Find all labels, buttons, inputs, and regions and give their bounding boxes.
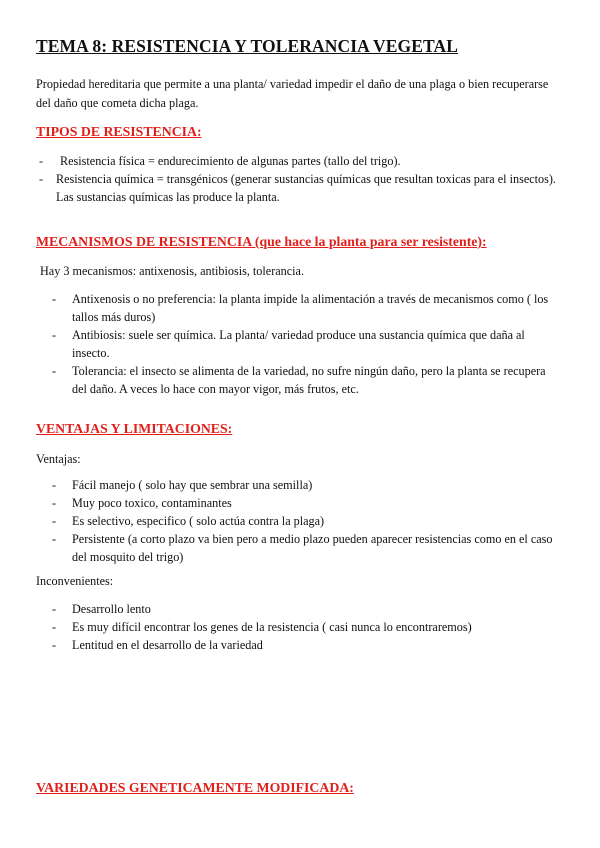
bullet-dash: - <box>52 602 57 616</box>
list-item <box>52 512 560 530</box>
list-item <box>52 636 560 654</box>
intro-paragraph: Propiedad hereditaria que permite a una planta/ variedad impedir el daño de una plaga o bien recuperarse del daño que cometa dicha plaga. <box>36 77 549 110</box>
bullet-dash: - <box>52 638 57 652</box>
ventajas-label: Ventajas: <box>36 452 81 466</box>
list-item <box>36 152 556 170</box>
bullet-dash: - <box>52 292 57 306</box>
bullet-dash: - <box>52 478 57 492</box>
list-item <box>52 618 560 636</box>
list-item-text: Es selectivo, especifico ( solo actúa contra la plaga) <box>72 514 325 528</box>
list-item-text: Es muy difícil encontrar los genes de la resistencia ( casi nunca lo encontraremos) <box>72 620 472 634</box>
ventajas-list <box>52 476 560 566</box>
bullet-dash: - <box>52 364 57 378</box>
list-item <box>36 170 556 206</box>
bullet-dash: - <box>52 328 57 342</box>
mecanismos-intro: Hay 3 mecanismos: antixenosis, antibiosis, tolerancia. <box>40 264 305 278</box>
section-heading-mecanismos: MECANISMOS DE RESISTENCIA (que hace la planta para ser resistente): <box>36 234 487 249</box>
section-heading-variedades: VARIEDADES GENETICAMENTE MODIFICADA: <box>36 780 354 795</box>
bullet-dash: - <box>52 496 57 510</box>
mecanismos-list <box>52 290 560 398</box>
bullet-dash: - <box>52 620 57 634</box>
list-item <box>52 494 560 512</box>
list-item-text: Resistencia química = transgénicos (generar sustancias químicas que resultan toxicas para el insectos). Las sustancias químicas las produce la planta. <box>56 172 556 204</box>
bullet-dash: - <box>39 172 44 186</box>
list-item-text: Muy poco toxico, contaminantes <box>72 496 232 510</box>
list-item <box>52 476 560 494</box>
inconvenientes-list <box>52 600 560 654</box>
list-item-text: Persistente (a corto plazo va bien pero a medio plazo pueden aparecer resistencias como en el caso del mosquito del trigo) <box>72 532 553 564</box>
bullet-dash: - <box>52 514 57 528</box>
list-item <box>52 290 560 326</box>
list-item-text: Antixenosis o no preferencia: la planta impide la alimentación a través de mecanismos como ( los tallos más duros) <box>72 292 549 324</box>
page-title: TEMA 8: RESISTENCIA Y TOLERANCIA VEGETAL <box>36 36 459 56</box>
bullet-dash: - <box>52 532 57 546</box>
tipos-list <box>36 152 556 206</box>
list-item-text: Tolerancia: el insecto se alimenta de la variedad, no sufre ningún daño, pero la planta se recupera del daño. A veces lo hace con mayor vigor, más frutos, etc. <box>72 364 546 396</box>
inconvenientes-label: Inconvenientes: <box>36 574 114 588</box>
list-item <box>52 530 560 566</box>
list-item-text: Desarrollo lento <box>72 602 151 616</box>
section-heading-ventajas: VENTAJAS Y LIMITACIONES: <box>36 421 233 436</box>
section-heading-tipos: TIPOS DE RESISTENCIA: <box>36 124 202 139</box>
list-item <box>52 326 560 362</box>
list-item-text: Antibiosis: suele ser química. La planta/ variedad produce una sustancia química que daña al insecto. <box>72 328 525 360</box>
list-item <box>52 600 560 618</box>
list-item <box>52 362 560 398</box>
list-item-text: Fácil manejo ( solo hay que sembrar una semilla) <box>72 478 313 492</box>
list-item-text: Lentitud en el desarrollo de la variedad <box>72 638 263 652</box>
bullet-dash: - <box>39 154 44 168</box>
list-item-text: Resistencia física = endurecimiento de algunas partes (tallo del trigo). <box>60 154 401 168</box>
